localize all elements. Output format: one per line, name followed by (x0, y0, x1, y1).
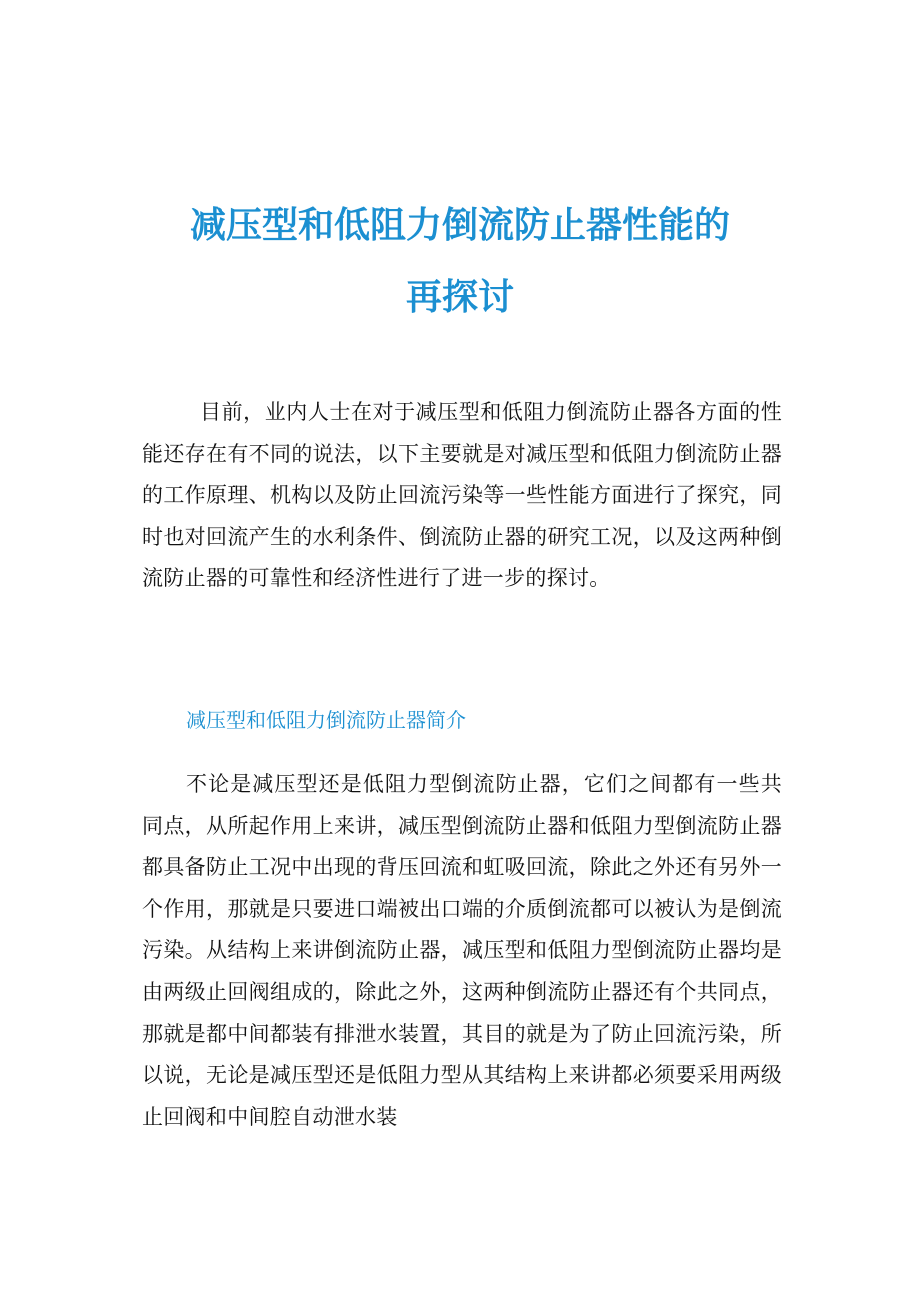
section-paragraph: 不论是减压型还是低阻力型倒流防止器，它们之间都有一些共同点，从所起作用上来讲，减压型倒流防止器和低阻力型倒流防止器都具备防止工况中出现的背压回流和虹吸回流，除此之外还有另外一个作用，那就是只要进口端被出口端的介质倒流都可以被认为是倒流污染。从结构上来讲倒流防止器，减压型和低阻力型倒流防止器均是由两级止回阀组成的，除此之外，这两种倒流防止器还有个共同点，那就是都中间都装有排泄水装置，其目的就是为了防止回流污染，所以说，无论是减压型还是低阻力型从其结构上来讲都必须要采用两级止回阀和中间腔自动泄水装 (142, 772, 782, 1129)
document-title-line-2: 再探讨 (405, 277, 514, 318)
section-heading: 减压型和低阻力倒流防止器简介 (186, 708, 466, 732)
intro-paragraph: 目前，业内人士在对于减压型和低阻力倒流防止器各方面的性能还存在有不同的说法，以下主要就是对减压型和低阻力倒流防止器的工作原理、机构以及防止回流污染等一些性能方面进行了探究，同时也对回流产生的水利条件、倒流防止器的研究工况，以及这两种倒流防止器的可靠性和经济性进行了进一步的探讨。 (142, 400, 782, 591)
document-title (0, 190, 920, 334)
document-title-line-1: 减压型和低阻力倒流防止器性能的 (189, 205, 730, 246)
